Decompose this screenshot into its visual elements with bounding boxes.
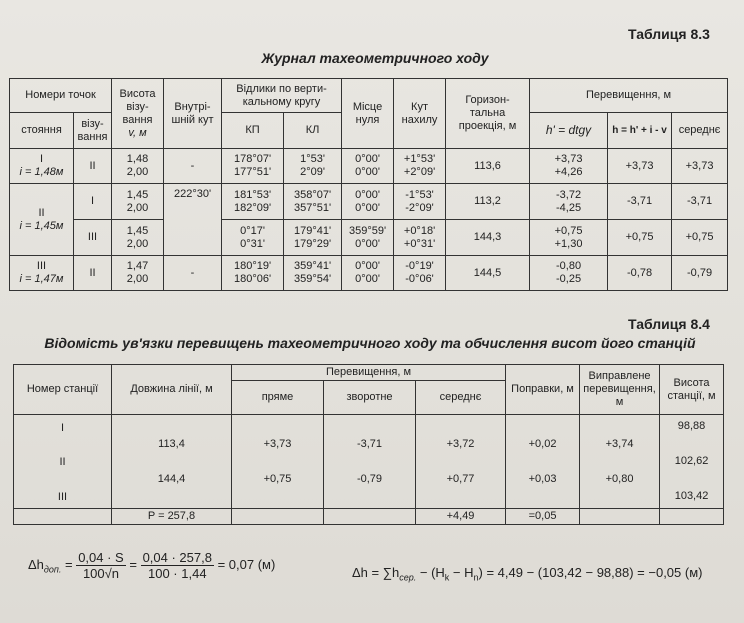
hp-cell: -3,72 -4,25 [530, 184, 608, 220]
station-cell: I i = 1,48м [10, 149, 74, 184]
kp-cell: 178°07' 177°51' [222, 149, 284, 184]
proj-cell: 144,3 [446, 220, 530, 256]
table-row [10, 220, 728, 256]
kp-cell: 180°19' 180°06' [222, 256, 284, 291]
table-8-3-title: Журнал тахеометричного ходу [261, 50, 489, 66]
proj-cell: 113,6 [446, 149, 530, 184]
reverse-cell: -3,71 -0,79 [324, 415, 416, 509]
table-row [10, 256, 728, 291]
header-points: Номери точок [10, 79, 112, 113]
zero-cell: 0°00' 0°00' [342, 149, 394, 184]
h-cell: +3,73 [608, 149, 672, 184]
mean-cell: -0,79 [672, 256, 728, 291]
header-height: Висота станції, м [660, 365, 724, 415]
header-corrections: Поправки, м [506, 365, 580, 415]
kl-cell: 1°53' 2°09' [284, 149, 342, 184]
mean-cell: +3,72 +0,77 [416, 415, 506, 509]
kp-cell: 181°53' 182°09' [222, 184, 284, 220]
header-sight: візу-вання [74, 113, 112, 149]
header-h-formula: h = h' + i - v [608, 113, 672, 149]
total-mean: +4,49 [416, 509, 506, 525]
table-8-4-title: Відомість ув'язки перевищень тахеометричного ходу та обчислення висот його станцій [44, 335, 696, 351]
header-station: стояння [10, 113, 74, 149]
inner-cell: 222°30' [164, 184, 222, 256]
header-inner-angle: Внутрі-шній кут [164, 79, 222, 149]
header-direct: пряме [232, 381, 324, 415]
table-8-4 [13, 364, 724, 525]
tilt-cell: -0°19' -0°06' [394, 256, 446, 291]
table-8-3-number: Таблиця 8.3 [628, 26, 710, 42]
mean-cell: +0,75 [672, 220, 728, 256]
header-tilt-angle: Кут нахилу [394, 79, 446, 149]
stations-cell: I II III [14, 415, 112, 509]
height-cell: 1,47 2,00 [112, 256, 164, 291]
formula-discrepancy: $\Delta h = \sum h_{сер.} - (H_k - H_n) = 4,49 - (103,42 - 98,88) = -0,05$ (м) [352, 565, 703, 583]
total-corr: =0,05 [506, 509, 580, 525]
height-cell: 1,48 2,00 [112, 149, 164, 184]
table-row [10, 184, 728, 220]
header-mean: середнє [672, 113, 728, 149]
station-cell: III i = 1,47м [10, 256, 74, 291]
height-cell: 1,45 2,00 [112, 184, 164, 220]
h-cell: -3,71 [608, 184, 672, 220]
hp-cell: +3,73 +4,26 [530, 149, 608, 184]
table-8-4-number: Таблиця 8.4 [628, 316, 710, 332]
header-corrected: Виправлене перевищення, м [580, 365, 660, 415]
tilt-cell: +0°18' +0°31' [394, 220, 446, 256]
mean-cell: +3,73 [672, 149, 728, 184]
sight-cell: I [74, 184, 112, 220]
h-cell: -0,78 [608, 256, 672, 291]
header-length: Довжина лінії, м [112, 365, 232, 415]
header-mean: середнє [416, 381, 506, 415]
header-h-prime: h' = dtgγ [530, 113, 608, 149]
heights-cell: 98,88 102,62 103,42 [660, 415, 724, 509]
table-8-3 [9, 78, 728, 291]
header-zero-place: Місце нуля [342, 79, 394, 149]
header-elevation: Перевищення, м [530, 79, 728, 113]
kl-cell: 359°41' 359°54' [284, 256, 342, 291]
sight-cell: II [74, 256, 112, 291]
tilt-cell: +1°53' +2°09' [394, 149, 446, 184]
proj-cell: 144,5 [446, 256, 530, 291]
header-station: Номер станції [14, 365, 112, 415]
direct-cell: +3,73 +0,75 [232, 415, 324, 509]
corrected-cell: +3,74 +0,80 [580, 415, 660, 509]
hp-cell: +0,75 +1,30 [530, 220, 608, 256]
kl-cell: 358°07' 357°51' [284, 184, 342, 220]
corr-cell: +0,02 +0,03 [506, 415, 580, 509]
header-elevations: Перевищення, м [232, 365, 506, 381]
header-kp: КП [222, 113, 284, 149]
zero-cell: 0°00' 0°00' [342, 184, 394, 220]
header-reverse: зворотне [324, 381, 416, 415]
inner-cell: - [164, 149, 222, 184]
header-kl: КЛ [284, 113, 342, 149]
tilt-cell: -1°53' -2°09' [394, 184, 446, 220]
length-cell: 113,4 144,4 [112, 415, 232, 509]
formula-tolerance: $\Delta h_{доп.}$ = $\frac{0,04 \cdot S}{100√n}$ = $\frac{0,04 \cdot 257,8}{100 \cdot 1,44}$ = 0,07 (м) [28, 550, 276, 581]
header-horiz-proj: Горизон-тальна проекція, м [446, 79, 530, 149]
hp-cell: -0,80 -0,25 [530, 256, 608, 291]
total-length: P = 257,8 [112, 509, 232, 525]
table-body [14, 415, 724, 509]
zero-cell: 0°00' 0°00' [342, 256, 394, 291]
table-row [10, 149, 728, 184]
height-cell: 1,45 2,00 [112, 220, 164, 256]
h-cell: +0,75 [608, 220, 672, 256]
mean-cell: -3,71 [672, 184, 728, 220]
sight-cell: II [74, 149, 112, 184]
inner-cell: - [164, 256, 222, 291]
kl-cell: 179°41' 179°29' [284, 220, 342, 256]
header-height: Висота візу- вання v, м [112, 79, 164, 149]
zero-cell: 359°59' 0°00' [342, 220, 394, 256]
totals-row [14, 509, 724, 525]
header-vert-reading: Відлики по верти-кальному кругу [222, 79, 342, 113]
proj-cell: 113,2 [446, 184, 530, 220]
kp-cell: 0°17' 0°31' [222, 220, 284, 256]
sight-cell: III [74, 220, 112, 256]
station-cell: II i = 1,45м [10, 184, 74, 256]
